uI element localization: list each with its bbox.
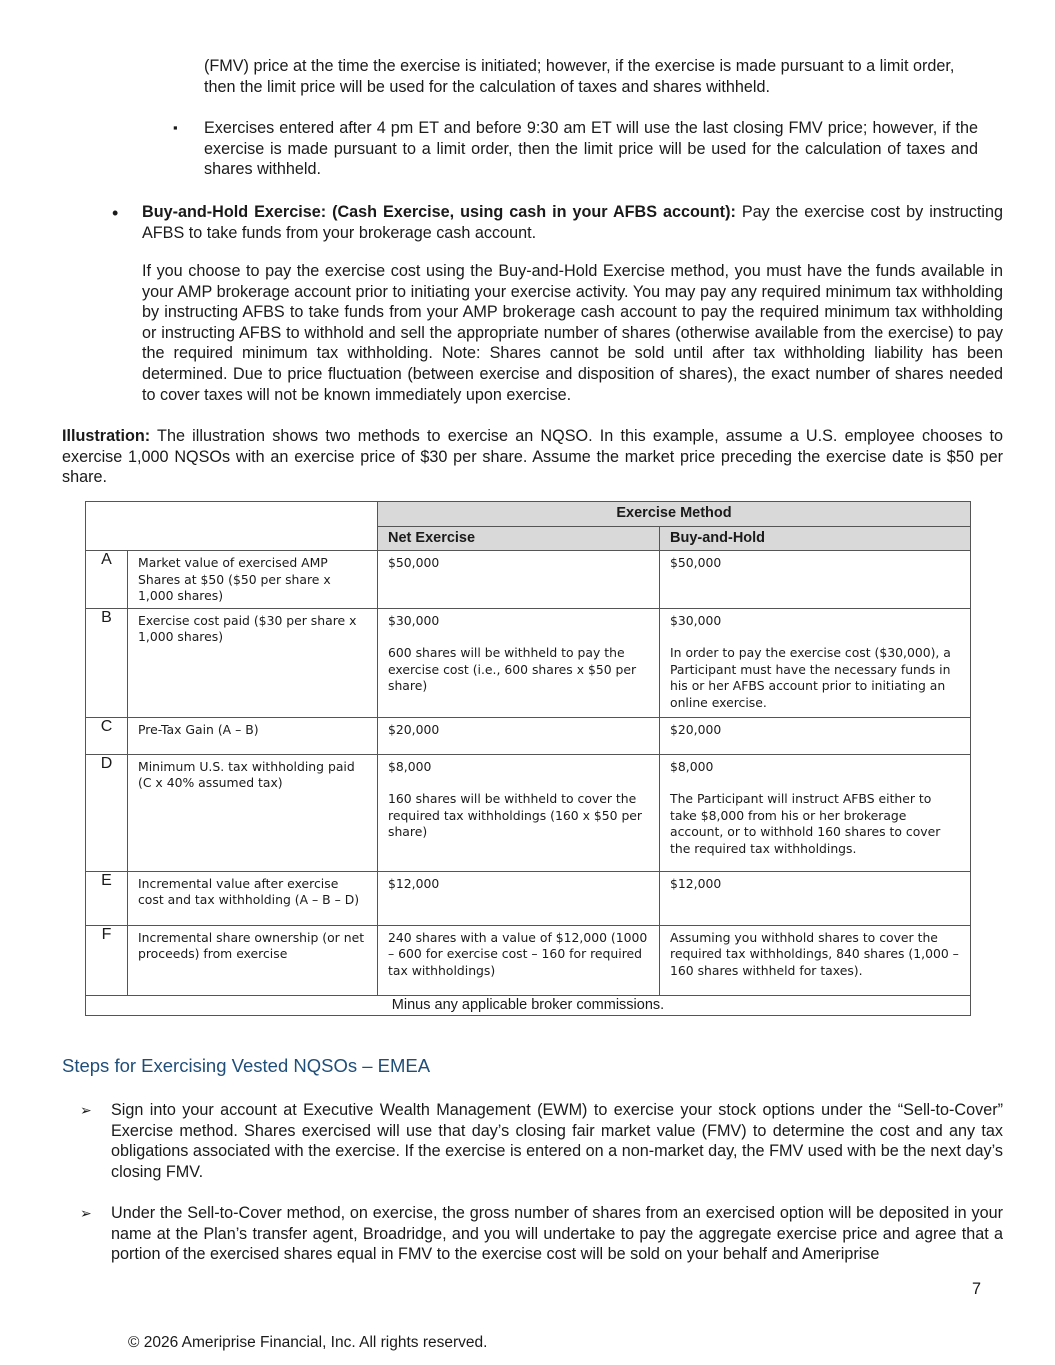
buy-value: Assuming you withhold shares to cover the required tax withholdings, 840 shares (1,000 – 160 shares withheld for taxes). — [670, 929, 959, 978]
net-exercise-cell — [378, 871, 660, 925]
buy-hold-intro — [142, 202, 1003, 243]
net-note: 160 shares will be withheld to cover the required tax withholdings (160 x $50 per share) — [388, 791, 643, 839]
emea-bullet-2: Under the Sell-to-Cover method, on exercise, the gross number of shares from an exercised option will be deposited in your name at the Plan’s transfer agent, Broadridge, and you will undertake to pay the aggregate exercise price and agree that a portion of the exercised shares equal in FMV to the exercise cost will be sold on your behalf and Ameriprise — [111, 1204, 1003, 1264]
row-letter: F — [86, 925, 128, 995]
row-letter: E — [86, 871, 128, 925]
table-row — [86, 717, 971, 754]
net-exercise-cell — [378, 925, 660, 995]
row-description: Incremental share ownership (or net proceeds) from exercise — [128, 925, 378, 995]
buy-value: $30,000 — [670, 612, 722, 628]
row-letter: D — [86, 754, 128, 871]
net-exercise-cell — [378, 717, 660, 754]
table-row — [86, 871, 971, 925]
net-value: $8,000 — [388, 758, 432, 774]
buy-and-hold-header: Buy-and-Hold — [660, 526, 971, 551]
exercise-method-header: Exercise Method — [378, 502, 971, 527]
buy-hold-label: Buy-and-Hold Exercise: (Cash Exercise, using cash in your AFBS account): — [142, 203, 736, 221]
buy-hold-text: Pay the exercise cost by instructing AFBS to take funds from your brokerage cash account. — [142, 203, 1003, 242]
arrow-bullet-icon: ➢ — [80, 1102, 92, 1118]
illustration-text: The illustration shows two methods to exercise an NQSO. In this example, assume a U.S. employee chooses to exercise 1,000 NQSOs with an exercise price of $30 per share. Assume the market price preceding the exercise date is $50 per share. — [62, 427, 1003, 487]
buy-note: The Participant will instruct AFBS either to take $8,000 from his or her brokerage account, or to withhold 160 shares to cover the required tax withholdings. — [670, 791, 941, 856]
row-letter: A — [86, 551, 128, 609]
square-bullet-icon: ▪ — [173, 120, 178, 135]
row-description: Minimum U.S. tax withholding paid (C x 40% assumed tax) — [128, 754, 378, 871]
buy-hold-cell — [660, 717, 971, 754]
table-row — [86, 551, 971, 609]
table-corner-cell — [86, 502, 378, 551]
buy-value: $12,000 — [670, 875, 722, 891]
row-letter: C — [86, 717, 128, 754]
net-value: $12,000 — [388, 875, 440, 891]
buy-hold-paragraph: If you choose to pay the exercise cost using the Buy-and-Hold Exercise method, you must have the funds available in your AMP brokerage account prior to initiating your exercise activity. You may pay any required minimum tax withholding by instructing AFBS to take funds from your AMP brokerage cash account to pay the required minimum tax withholding or instructing AFBS to withhold and sell the appropriate number of shares (otherwise available from the exercise) to pay the required minimum tax withholding. Note: Shares cannot be sold until after tax withholding liability has been determined. Due to price fluctuation (between exercise and disposition of shares), the exact number of shares needed to cover taxes will not be known immediately upon exercise. — [142, 262, 1003, 404]
net-exercise-cell — [378, 608, 660, 717]
buy-hold-cell — [660, 925, 971, 995]
buy-hold-cell — [660, 551, 971, 609]
buy-value: $8,000 — [670, 758, 714, 774]
buy-hold-cell — [660, 608, 971, 717]
net-value: 240 shares with a value of $12,000 (1000 – 600 for exercise cost – 160 for required tax withholdings) — [388, 929, 648, 978]
table-group-header-row — [86, 502, 971, 527]
row-description: Exercise cost paid ($30 per share x 1,000 shares) — [128, 608, 378, 717]
table-footer-row — [86, 995, 971, 1016]
net-note: 600 shares will be withheld to pay the exercise cost (i.e., 600 shares x $50 per share) — [388, 645, 637, 693]
net-value: $50,000 — [388, 555, 440, 570]
row-description: Pre-Tax Gain (A – B) — [128, 717, 378, 754]
net-value: $30,000 — [388, 612, 440, 628]
continued-paragraph: (FMV) price at the time the exercise is initiated; however, if the exercise is made pursuant to a limit order, then the limit price will be used for the calculation of taxes and shares withheld. — [204, 57, 955, 96]
round-bullet-icon: • — [112, 203, 119, 223]
exercise-method-table — [85, 501, 971, 1016]
buy-hold-cell — [660, 754, 971, 871]
row-description: Incremental value after exercise cost and tax withholding (A – B – D) — [128, 871, 378, 925]
emea-bullet-1: Sign into your account at Executive Wealth Management (EWM) to exercise your stock options under the “Sell-to-Cover” Exercise method. Shares exercised will use that day’s closing fair market value (FMV) to determine the cost and any tax obligations associated with the exercise. If the exercise is entered on a non-market day, the FMV used with be the next day’s closing FMV. — [111, 1101, 1003, 1181]
square-bullet-text: Exercises entered after 4 pm ET and before 9:30 am ET will use the last closing FMV price; however, if the exercise is made pursuant to a limit order, then the limit price will be used for the calculation of taxes and shares withheld. — [204, 119, 978, 179]
illustration-paragraph — [62, 426, 1003, 488]
broker-commissions-note: Minus any applicable broker commissions. — [86, 995, 971, 1016]
table-row — [86, 608, 971, 717]
net-exercise-cell — [378, 551, 660, 609]
page-number: 7 — [972, 1280, 982, 1298]
net-value: $20,000 — [388, 721, 440, 737]
buy-note: In order to pay the exercise cost ($30,000), a Participant must have the necessary funds in his or her AFBS account prior to initiating an online exercise. — [670, 645, 951, 710]
buy-hold-cell — [660, 871, 971, 925]
net-exercise-header: Net Exercise — [378, 526, 660, 551]
illustration-label: Illustration: — [62, 427, 151, 445]
section-title: Steps for Exercising Vested NQSOs – EMEA — [62, 1055, 431, 1076]
buy-value: $50,000 — [670, 555, 722, 570]
copyright-footer: © 2026 Ameriprise Financial, Inc. All rights reserved. — [128, 1334, 488, 1351]
table-row — [86, 754, 971, 871]
row-letter: B — [86, 608, 128, 717]
buy-value: $20,000 — [670, 721, 722, 737]
row-description: Market value of exercised AMP Shares at $50 ($50 per share x 1,000 shares) — [128, 551, 378, 609]
arrow-bullet-icon: ➢ — [80, 1205, 92, 1221]
table-row — [86, 925, 971, 995]
net-exercise-cell — [378, 754, 660, 871]
